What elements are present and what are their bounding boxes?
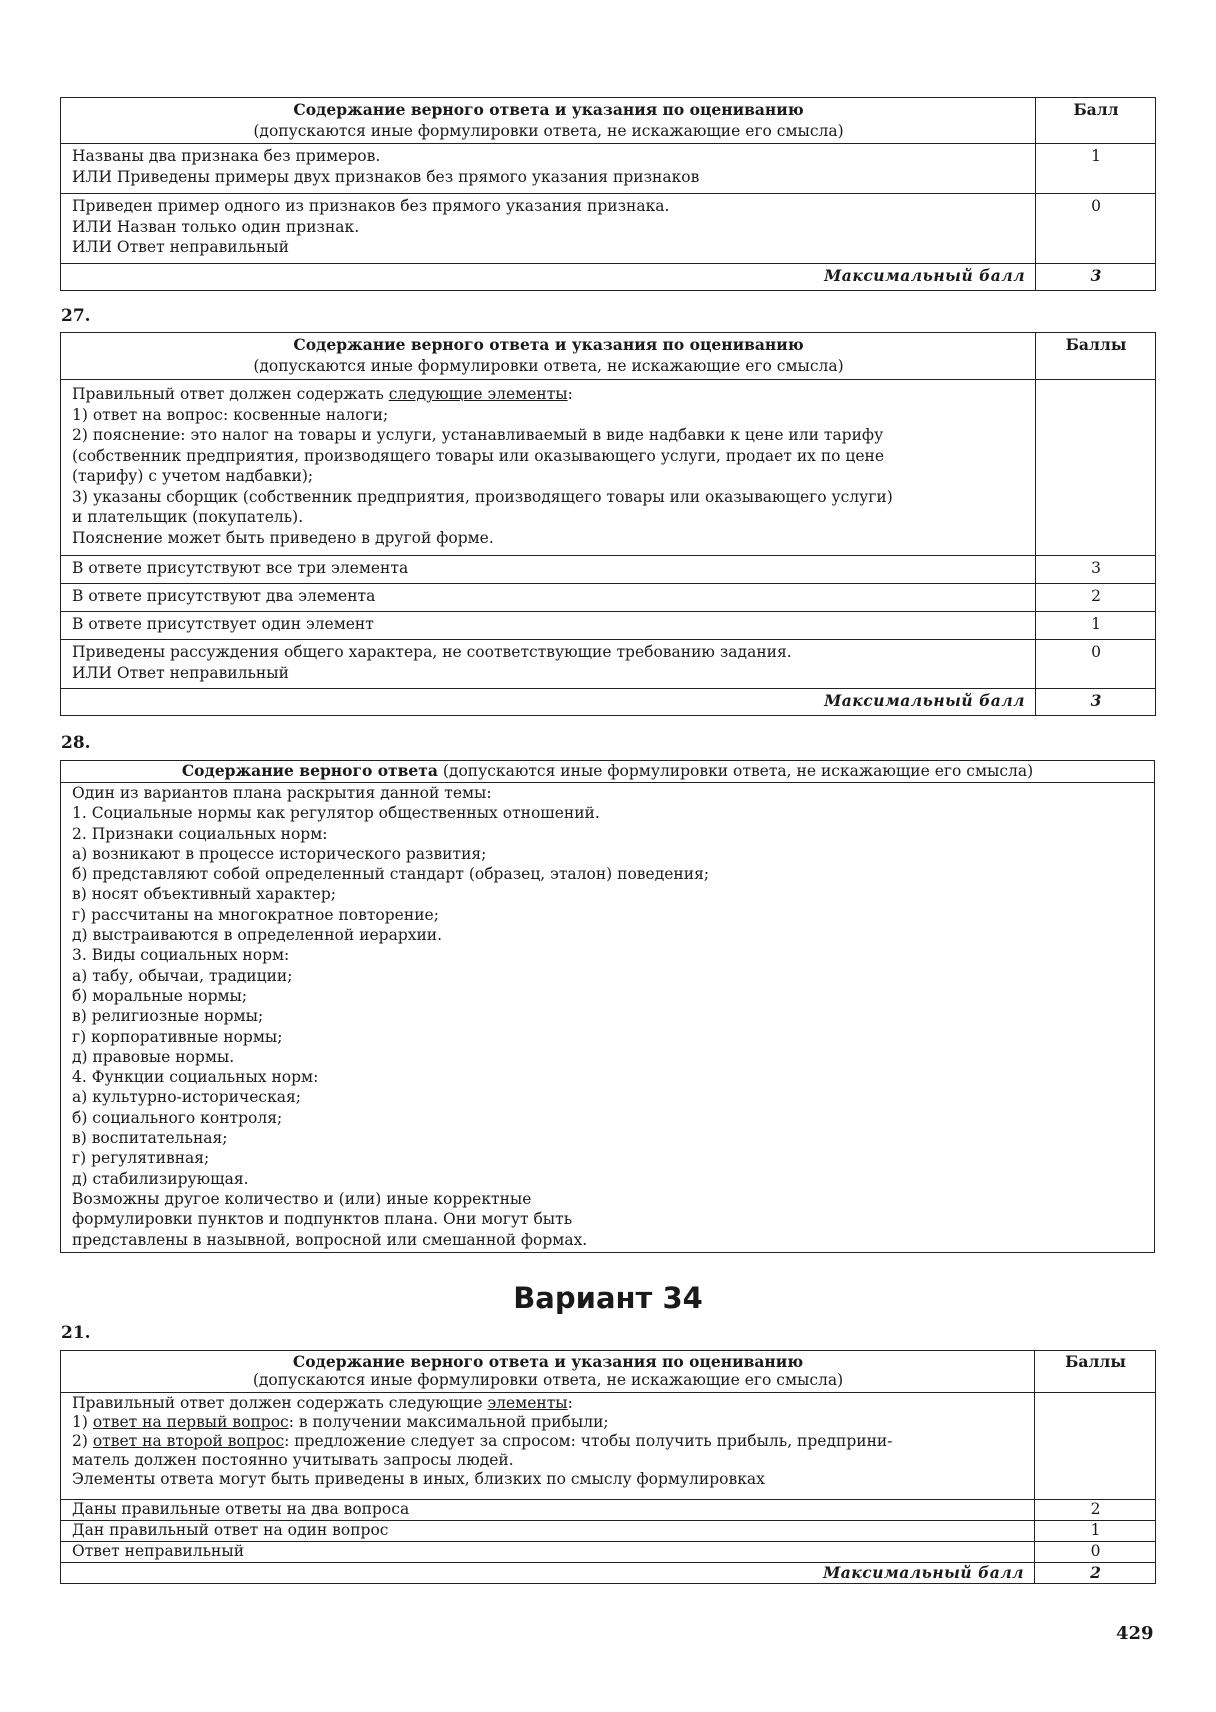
content-line: 1) ответ на вопрос: косвенные налоги; [72, 405, 389, 424]
question-number-27: 27. [61, 306, 91, 326]
score-cell: 2 [1035, 1500, 1156, 1521]
plan-line: в) воспитательная; [72, 1129, 228, 1148]
content-line: (тарифу) с учетом надбавки); [72, 467, 314, 485]
content-line: Пояснение может быть приведено в другой форме. [72, 528, 494, 547]
plan-line: в) религиозные нормы; [72, 1007, 264, 1026]
plan-answer-box [60, 760, 1155, 1253]
answer-line-1: 1) ответ на первый вопрос: в получении максимальной прибыли; [72, 1413, 609, 1431]
table-row [61, 1542, 1156, 1563]
score-header: Баллы [1035, 1351, 1156, 1393]
plan-line: формулировки пунктов и подпунктов плана. Они могут быть [72, 1210, 573, 1229]
plan-line: 4. Функции социальных норм: [72, 1068, 319, 1087]
answer-line-3: матель должен постоянно учитывать запросы людей. [72, 1451, 514, 1469]
table-row [61, 1500, 1156, 1521]
answer-line-2: 2) ответ на второй вопрос: предложение следует за спросом: чтобы получить прибыль, предприни- [72, 1432, 893, 1450]
score-cell: 1 [1035, 1521, 1156, 1542]
criteria-table-continued [60, 97, 1156, 291]
plan-body [61, 783, 1154, 1250]
score-header: Балл [1036, 98, 1156, 144]
max-score-label: Максимальный балл [61, 689, 1036, 716]
table-header-cell [61, 98, 1036, 144]
score-cell: 2 [1036, 584, 1156, 612]
score-cell: 3 [1036, 556, 1156, 584]
plan-line: г) регулятивная; [72, 1149, 210, 1168]
table-row [61, 1521, 1156, 1542]
header-title: Содержание верного ответа и указания по оцениванию [293, 100, 804, 119]
row-text: Дан правильный ответ на один вопрос [61, 1521, 1035, 1542]
table-header-cell [61, 1351, 1035, 1393]
plan-line: представлены в назывной, вопросной или смешанной формах. [72, 1230, 588, 1249]
row-text: ИЛИ Ответ неправильный [72, 238, 289, 256]
row-text: Приведен пример одного из признаков без прямого указания признака. [72, 197, 670, 215]
max-score-label: Максимальный балл [61, 264, 1036, 291]
variant-title: Вариант 34 [513, 1281, 703, 1315]
plan-line: б) представляют собой определенный стандарт (образец, эталон) поведения; [72, 865, 710, 884]
plan-line: д) стабилизирующая. [72, 1169, 249, 1188]
criteria-table-27 [60, 332, 1156, 716]
plan-line: д) выстраиваются в определенной иерархии. [72, 926, 443, 945]
max-score-row [61, 1563, 1156, 1584]
answer-intro: Правильный ответ должен содержать следующие элементы: [72, 1394, 573, 1412]
header-title: Содержание верного ответа и указания по оцениванию [293, 335, 804, 354]
plan-line: д) правовые нормы. [72, 1047, 235, 1066]
content-line: 2) пояснение: это налог на товары и услуги, устанавливаемый в виде надбавки к цене или тарифу [72, 426, 884, 444]
answer-content-row [61, 1393, 1156, 1500]
page-number: 429 [1116, 1623, 1154, 1644]
row-text: ИЛИ Назван только один признак. [72, 217, 360, 236]
row-text: Ответ неправильный [61, 1542, 1035, 1563]
question-number-28: 28. [61, 733, 91, 753]
row-text: В ответе присутствуют все три элемента [61, 556, 1036, 584]
header-subtitle: (допускаются иные формулировки ответа, не искажающие его смысла) [253, 356, 844, 375]
max-score-value: 2 [1035, 1563, 1156, 1584]
table-row [61, 612, 1156, 640]
score-header: Баллы [1036, 333, 1156, 380]
table-row [61, 194, 1156, 264]
score-cell: 0 [1035, 1542, 1156, 1563]
plan-line: г) корпоративные нормы; [72, 1027, 283, 1046]
plan-line: Один из вариантов плана раскрытия данной темы: [72, 784, 492, 802]
question-number-21: 21. [61, 1323, 91, 1343]
plan-header: Содержание верного ответа (допускаются иные формулировки ответа, не искажающие его смысла) [61, 761, 1154, 783]
criteria-table-21 [60, 1350, 1156, 1584]
table-header-cell [61, 333, 1036, 380]
plan-line: б) моральные нормы; [72, 986, 248, 1005]
max-score-row [61, 689, 1156, 716]
plan-line: а) табу, обычаи, традиции; [72, 966, 293, 985]
table-row [61, 144, 1156, 194]
table-row [61, 640, 1156, 689]
header-title: Содержание верного ответа и указания по оцениванию [292, 1352, 804, 1371]
max-score-value: 3 [1036, 689, 1156, 716]
row-text: Названы два признака без примеров. [72, 147, 381, 165]
score-cell: 0 [1036, 194, 1156, 264]
score-cell: 1 [1036, 144, 1156, 194]
answer-content-row [61, 380, 1156, 556]
plan-line: 2. Признаки социальных норм: [72, 824, 328, 843]
header-subtitle: (допускаются иные формулировки ответа, не искажающие его смысла) [253, 121, 844, 140]
row-text: В ответе присутствуют два элемента [61, 584, 1036, 612]
row-text: Приведены рассуждения общего характера, не соответствующие требованию задания. [72, 643, 792, 661]
answer-line-4: Элементы ответа могут быть приведены в иных, близких по смыслу формулировках [72, 1470, 765, 1488]
table-row [61, 556, 1156, 584]
plan-line: г) рассчитаны на многократное повторение; [72, 905, 439, 924]
plan-line: в) носят объективный характер; [72, 885, 336, 904]
content-line: (собственник предприятия, производящего товары или оказывающего услуги, продает их по цене [72, 446, 885, 465]
plan-line: а) возникают в процессе исторического развития; [72, 844, 487, 863]
row-text: В ответе присутствует один элемент [61, 612, 1036, 640]
max-score-value: 3 [1036, 264, 1156, 291]
max-score-label: Максимальный балл [61, 1563, 1035, 1584]
row-text: ИЛИ Ответ неправильный [72, 663, 289, 682]
content-line: 3) указаны сборщик (собственник предприятия, производящего товары или оказывающего услуги) [72, 487, 893, 506]
plan-line: 3. Виды социальных норм: [72, 946, 290, 965]
plan-line: 1. Социальные нормы как регулятор общественных отношений. [72, 804, 600, 823]
score-cell: 0 [1036, 640, 1156, 689]
score-cell: 1 [1036, 612, 1156, 640]
plan-line: Возможны другое количество и (или) иные корректные [72, 1189, 532, 1208]
table-row [61, 584, 1156, 612]
header-subtitle: (допускаются иные формулировки ответа, не искажающие его смысла) [252, 1371, 844, 1389]
content-line: и плательщик (покупатель). [72, 508, 304, 526]
plan-line: б) социального контроля; [72, 1108, 283, 1127]
row-text: ИЛИ Приведены примеры двух признаков без прямого указания признаков [72, 167, 700, 186]
row-text: Даны правильные ответы на два вопроса [61, 1500, 1035, 1521]
answer-intro: Правильный ответ должен содержать следующие элементы: [72, 385, 573, 403]
plan-line: а) культурно-историческая; [72, 1088, 302, 1107]
max-score-row [61, 264, 1156, 291]
